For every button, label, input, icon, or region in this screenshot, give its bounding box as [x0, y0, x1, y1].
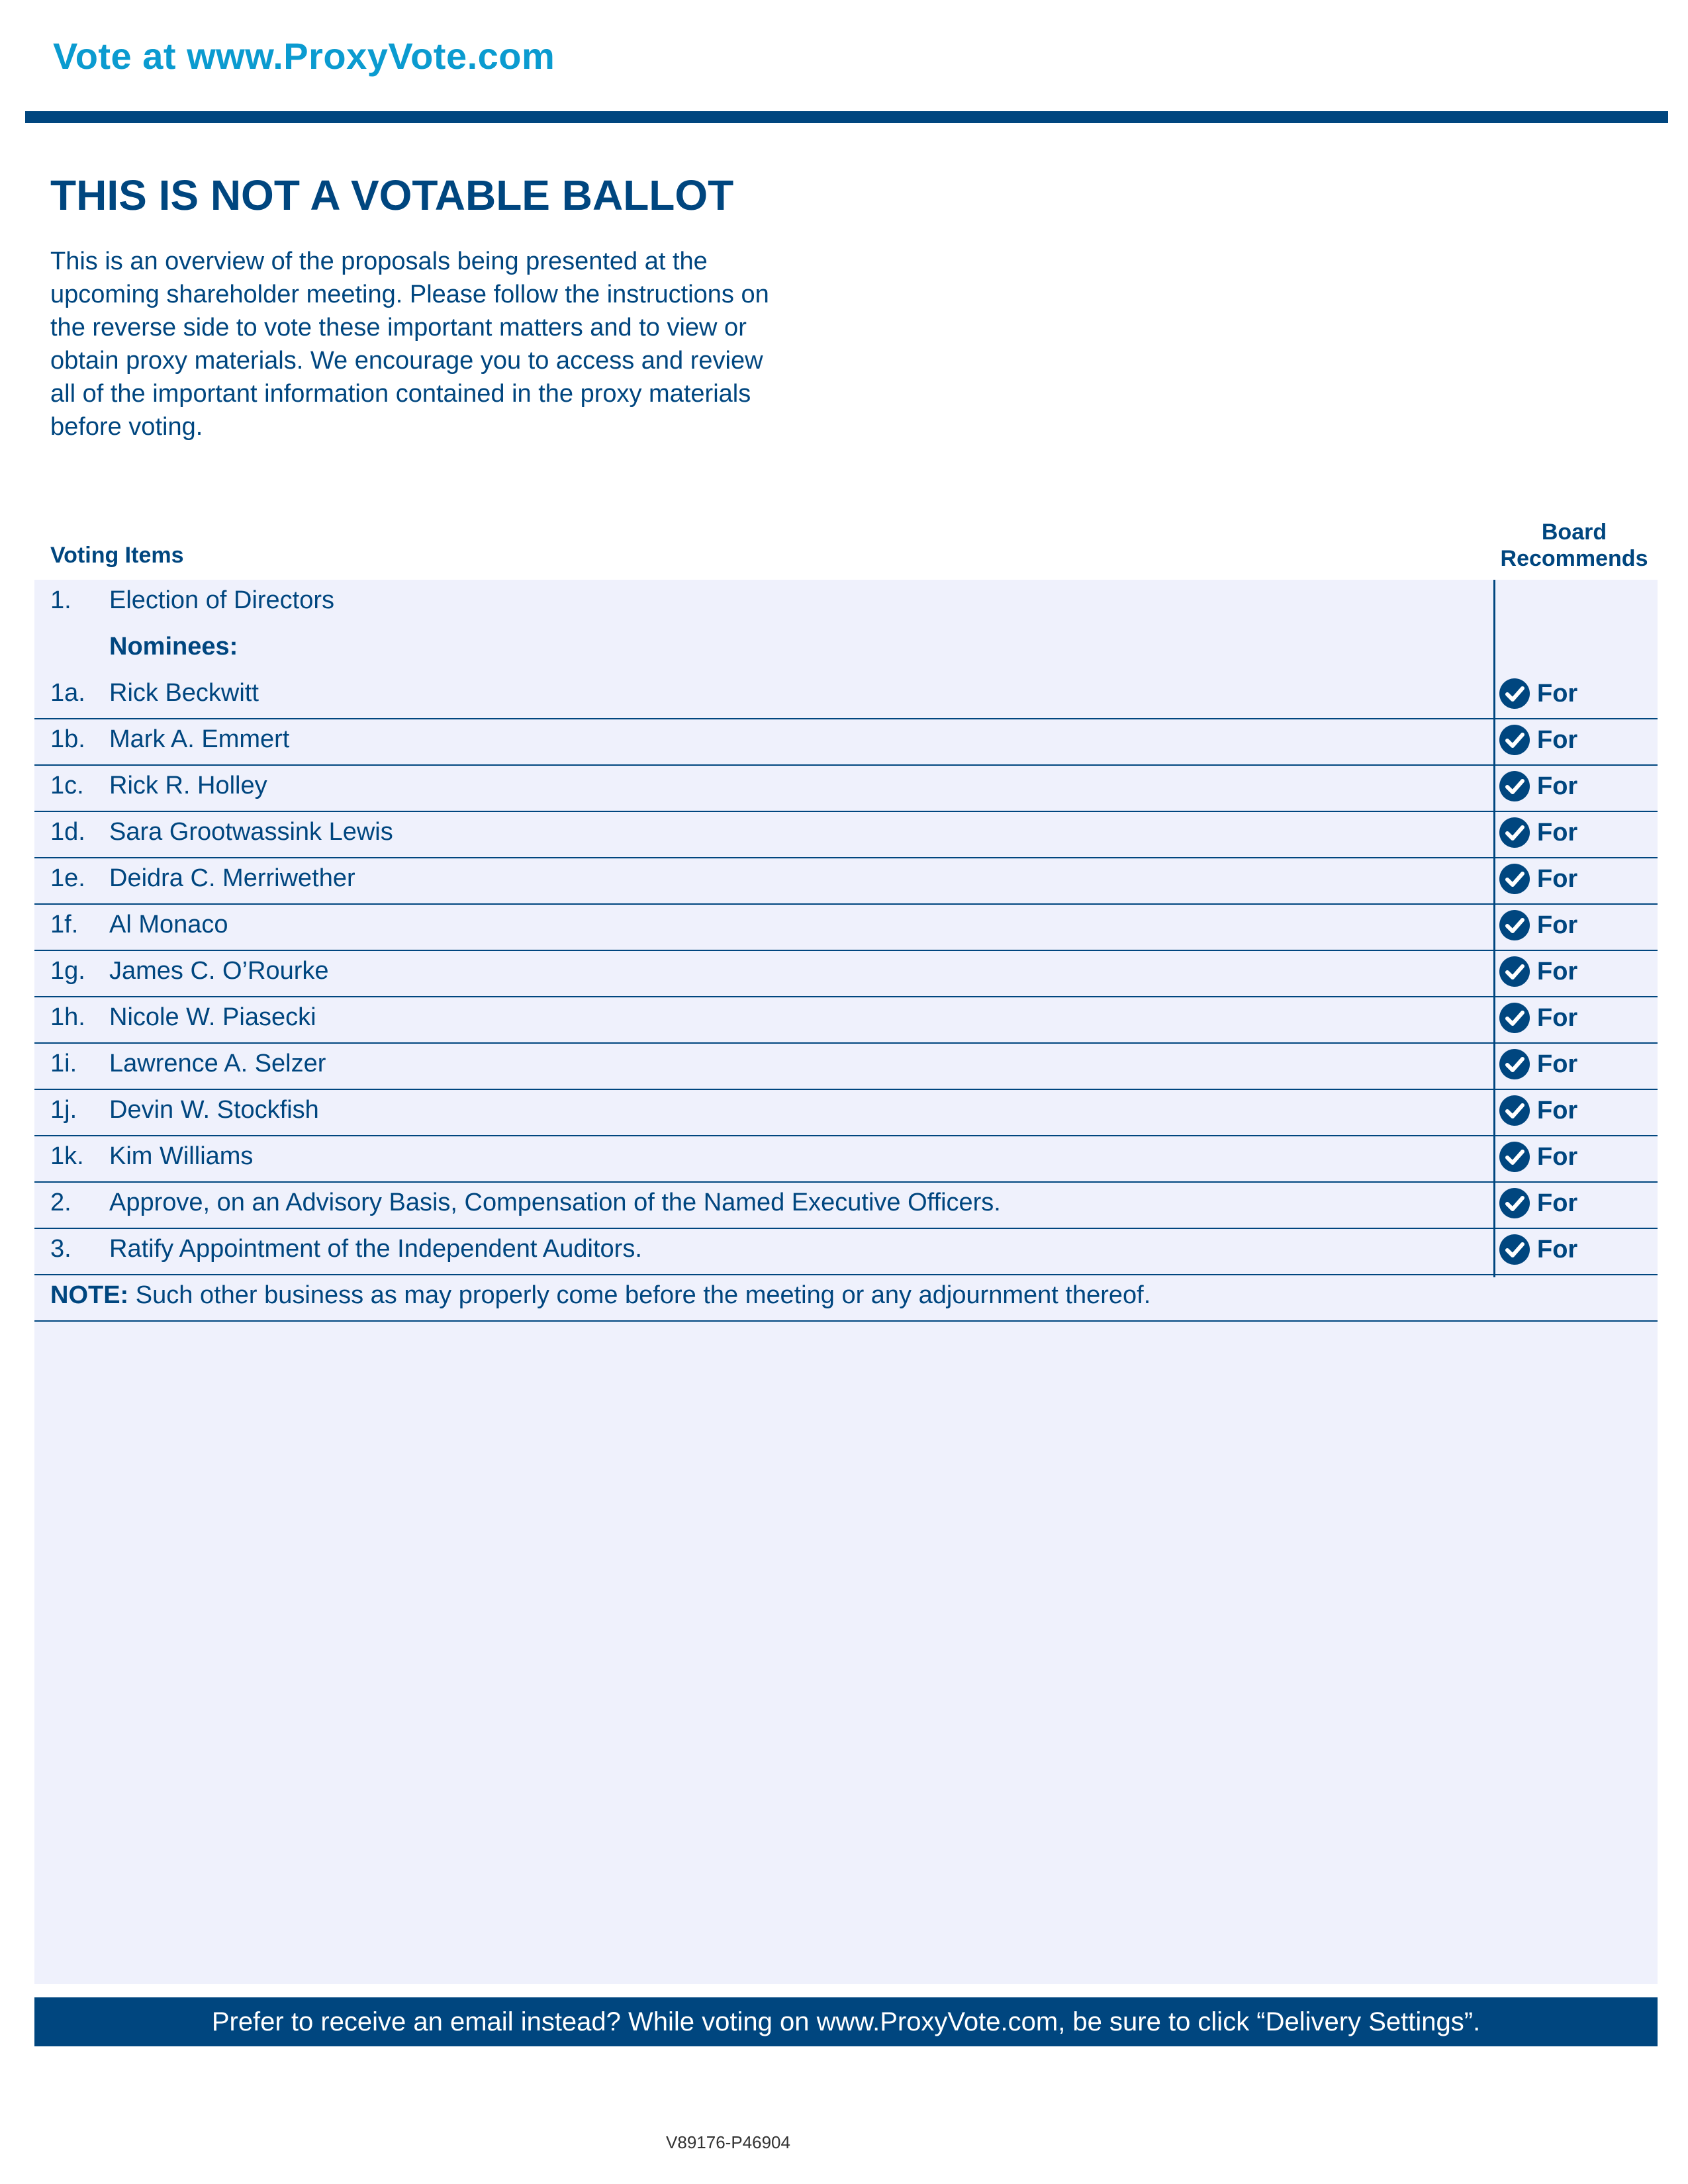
item-label: Sara Grootwassink Lewis	[109, 818, 393, 846]
item-label: Deidra C. Merriwether	[109, 864, 355, 892]
page-title: THIS IS NOT A VOTABLE BALLOT	[50, 171, 734, 219]
board-recommendation	[1499, 724, 1577, 756]
board-recommendation	[1499, 1187, 1577, 1219]
item-number: 1k.	[50, 1142, 84, 1170]
voting-item-row	[34, 672, 1658, 719]
nominees-row	[34, 626, 1658, 672]
check-circle-icon	[1499, 1234, 1530, 1265]
voting-item-row	[34, 719, 1658, 765]
board-recommendation	[1499, 770, 1577, 802]
board-recommendation	[1499, 1234, 1577, 1265]
nominees-label: Nominees:	[109, 633, 238, 660]
recommendation-label: For	[1537, 1189, 1578, 1217]
board-header-line2: Recommends	[1500, 546, 1648, 571]
board-recommendation	[1499, 863, 1577, 895]
delivery-settings-banner: Prefer to receive an email instead? While voting on www.ProxyVote.com, be sure to click “Delivery Settings”.	[34, 1997, 1658, 2046]
note-text	[50, 1281, 1150, 1310]
item-number: 1h.	[50, 1003, 85, 1031]
voting-item-row	[34, 1089, 1658, 1136]
voting-item-row	[34, 811, 1658, 858]
check-circle-icon	[1499, 1002, 1530, 1034]
check-circle-icon	[1499, 1048, 1530, 1080]
recommendation-label: For	[1537, 864, 1578, 893]
note-body: Such other business as may properly come before the meeting or any adjournment thereof.	[128, 1281, 1151, 1309]
election-item-row	[34, 580, 1658, 626]
note-label: NOTE:	[50, 1281, 129, 1309]
recommendation-label: For	[1537, 1142, 1578, 1171]
board-recommendation	[1499, 678, 1577, 709]
board-recommendation	[1499, 956, 1577, 987]
check-circle-icon	[1499, 863, 1530, 895]
voting-item-row	[34, 1228, 1658, 1275]
item-number: 1j.	[50, 1096, 77, 1124]
voting-item-row	[34, 997, 1658, 1043]
board-recommendation	[1499, 1002, 1577, 1034]
recommendation-label: For	[1537, 679, 1578, 707]
note-row	[34, 1275, 1658, 1321]
intro-line: the reverse side to vote these important matters and to view or	[50, 314, 747, 341]
recommendation-label: For	[1537, 911, 1578, 939]
board-recommendation	[1499, 909, 1577, 941]
item-label: Lawrence A. Selzer	[109, 1050, 326, 1077]
item-number: 1c.	[50, 772, 84, 799]
voting-item-row	[34, 858, 1658, 904]
recommendation-label: For	[1537, 957, 1578, 985]
recommendation-label: For	[1537, 1235, 1578, 1263]
check-circle-icon	[1499, 909, 1530, 941]
item-number: 1g.	[50, 957, 85, 985]
board-recommendation	[1499, 817, 1577, 848]
document-code: V89176-P46904	[666, 2132, 790, 2152]
board-recommendation	[1499, 1141, 1577, 1173]
top-rule	[25, 111, 1668, 123]
item-label: Approve, on an Advisory Basis, Compensation of the Named Executive Officers.	[109, 1189, 1001, 1216]
item-label: Al Monaco	[109, 911, 228, 938]
recommendation-label: For	[1537, 772, 1578, 800]
recommendation-label: For	[1537, 725, 1578, 754]
item-label: Ratify Appointment of the Independent Auditors.	[109, 1235, 642, 1263]
check-circle-icon	[1499, 1187, 1530, 1219]
intro-text	[50, 245, 845, 443]
item-label: Mark A. Emmert	[109, 725, 290, 753]
recommendation-label: For	[1537, 818, 1578, 846]
voting-item-row	[34, 904, 1658, 950]
item-number: 3.	[50, 1235, 71, 1263]
item-label: Devin W. Stockfish	[109, 1096, 319, 1124]
intro-line: all of the important information contained in the proxy materials	[50, 380, 751, 408]
voting-item-row	[34, 1136, 1658, 1182]
voting-item-row	[34, 765, 1658, 811]
item-number: 1e.	[50, 864, 85, 892]
item-number: 1d.	[50, 818, 85, 846]
proxyvote-link[interactable]: Vote at www.ProxyVote.com	[53, 35, 555, 77]
voting-items-header: Voting Items	[50, 543, 184, 568]
intro-line: before voting.	[50, 413, 203, 441]
recommendation-label: For	[1537, 1050, 1578, 1078]
item-number: 1.	[50, 586, 71, 614]
item-number: 1b.	[50, 725, 85, 753]
item-label: Nicole W. Piasecki	[109, 1003, 316, 1031]
check-circle-icon	[1499, 770, 1530, 802]
board-recommendation	[1499, 1095, 1577, 1126]
item-number: 1a.	[50, 679, 85, 707]
board-recommendation	[1499, 1048, 1577, 1080]
item-label: Rick Beckwitt	[109, 679, 259, 707]
check-circle-icon	[1499, 956, 1530, 987]
check-circle-icon	[1499, 1095, 1530, 1126]
intro-line: This is an overview of the proposals being presented at the	[50, 248, 708, 275]
recommendation-label: For	[1537, 1003, 1578, 1032]
item-number: 1i.	[50, 1050, 77, 1077]
intro-line: obtain proxy materials. We encourage you to access and review	[50, 347, 763, 375]
item-number: 2.	[50, 1189, 71, 1216]
intro-line: upcoming shareholder meeting. Please follow the instructions on	[50, 281, 769, 308]
voting-item-row	[34, 950, 1658, 997]
check-circle-icon	[1499, 678, 1530, 709]
item-label: Election of Directors	[109, 586, 335, 614]
item-label: James C. O’Rourke	[109, 957, 329, 985]
check-circle-icon	[1499, 817, 1530, 848]
check-circle-icon	[1499, 724, 1530, 756]
item-number: 1f.	[50, 911, 79, 938]
check-circle-icon	[1499, 1141, 1530, 1173]
item-label: Rick R. Holley	[109, 772, 267, 799]
voting-item-row	[34, 1182, 1658, 1228]
recommendation-label: For	[1537, 1096, 1578, 1124]
board-header-line1: Board	[1541, 520, 1607, 545]
voting-item-row	[34, 1043, 1658, 1089]
board-recommends-header	[1495, 519, 1654, 572]
item-label: Kim Williams	[109, 1142, 254, 1170]
